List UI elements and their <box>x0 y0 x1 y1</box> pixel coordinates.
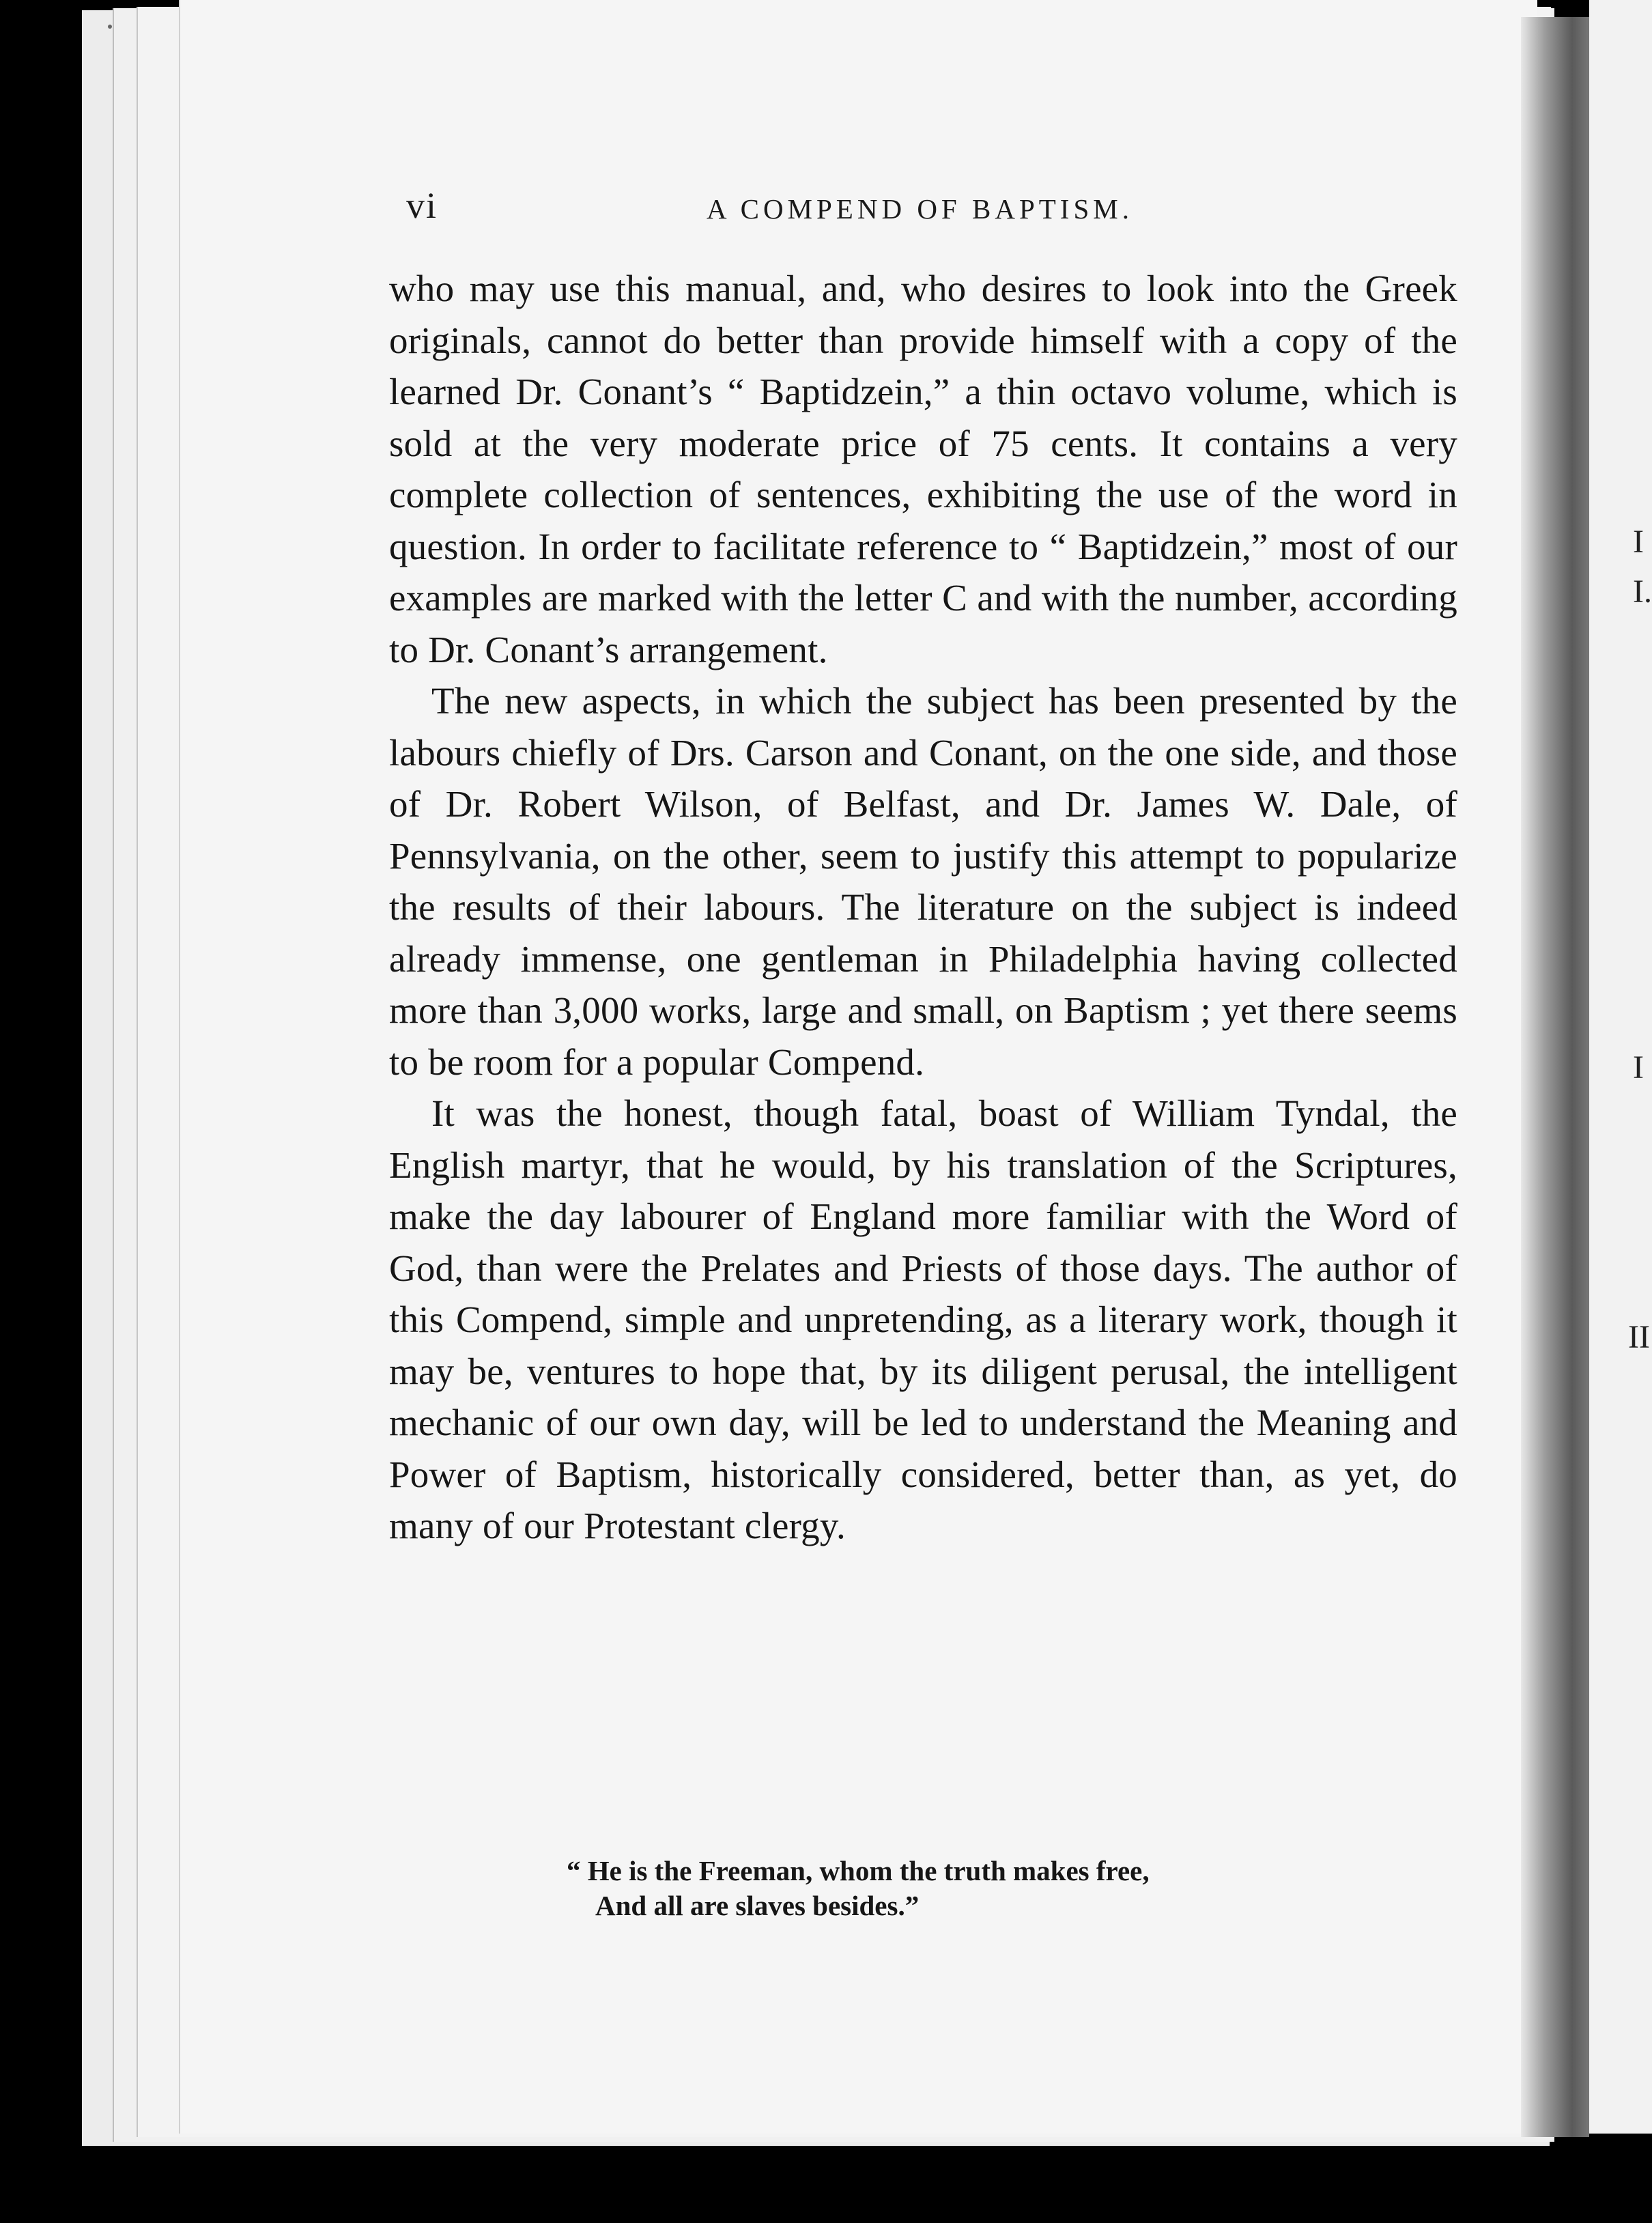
facing-page-mark: II <box>1628 1319 1650 1355</box>
paragraph: who may use this manual, and, who desires to look into the Greek originals, cannot do better than provide himself with a copy of the learned Dr. Conant’s “ Baptidzein,” a thin octavo volume, which is sold at the very moderate price of 75 cents. It contains a very complete collection of sentences, exhibiting the use of the word in question. In order to facilitate reference to “ Baptidzein,” most of our examples are marked with the letter C and with the number, according to Dr. Conant’s arrangement. <box>389 268 1457 670</box>
paragraph: It was the honest, though fatal, boast of William Tyndal, the English martyr, that he would, by his translation of the Scriptures, make the day labourer of England more familiar with the Word of God, than were the Prelates and Priests of those days. The author of this Compend, simple and unpretending, as a literary work, though it may be, ventures to hope that, by its diligent perusal, the intelligent mechanic of our own day, will be led to understand the Meaning and Power of Baptism, historically considered, better than, as yet, do many of our Protestant clergy. <box>389 1092 1457 1546</box>
running-title: A COMPEND OF BAPTISM. <box>707 193 1133 225</box>
epigraph-line: “ He is the Freeman, whom the truth makes free, <box>567 1855 1150 1886</box>
facing-page-mark: I. <box>1633 574 1652 610</box>
epigraph-line: And all are slaves besides.” <box>595 1890 920 1921</box>
body-text <box>389 263 1457 1552</box>
epigraph <box>567 1854 1318 1923</box>
page-number: vi <box>406 185 438 226</box>
scan-speck <box>108 25 112 29</box>
running-head <box>406 184 1457 232</box>
facing-page-mark: I <box>1633 524 1644 560</box>
facing-page-mark: I <box>1633 1049 1644 1086</box>
paragraph: The new aspects, in which the subject has been presented by the labours chiefly of Drs. Carson and Conant, on the one side, and those of Dr. Robert Wilson, of Belfast, and Dr. James W. Dale, of Pennsylvania, on the other, seem to justify this attempt to popularize the results of their labours. The literature on the subject is indeed already immense, one gentleman in Philadelphia having collected more than 3,000 works, large and small, on Baptism ; yet there seems to be room for a popular Compend. <box>389 680 1457 1083</box>
book-gutter-shadow <box>1521 17 1589 2137</box>
